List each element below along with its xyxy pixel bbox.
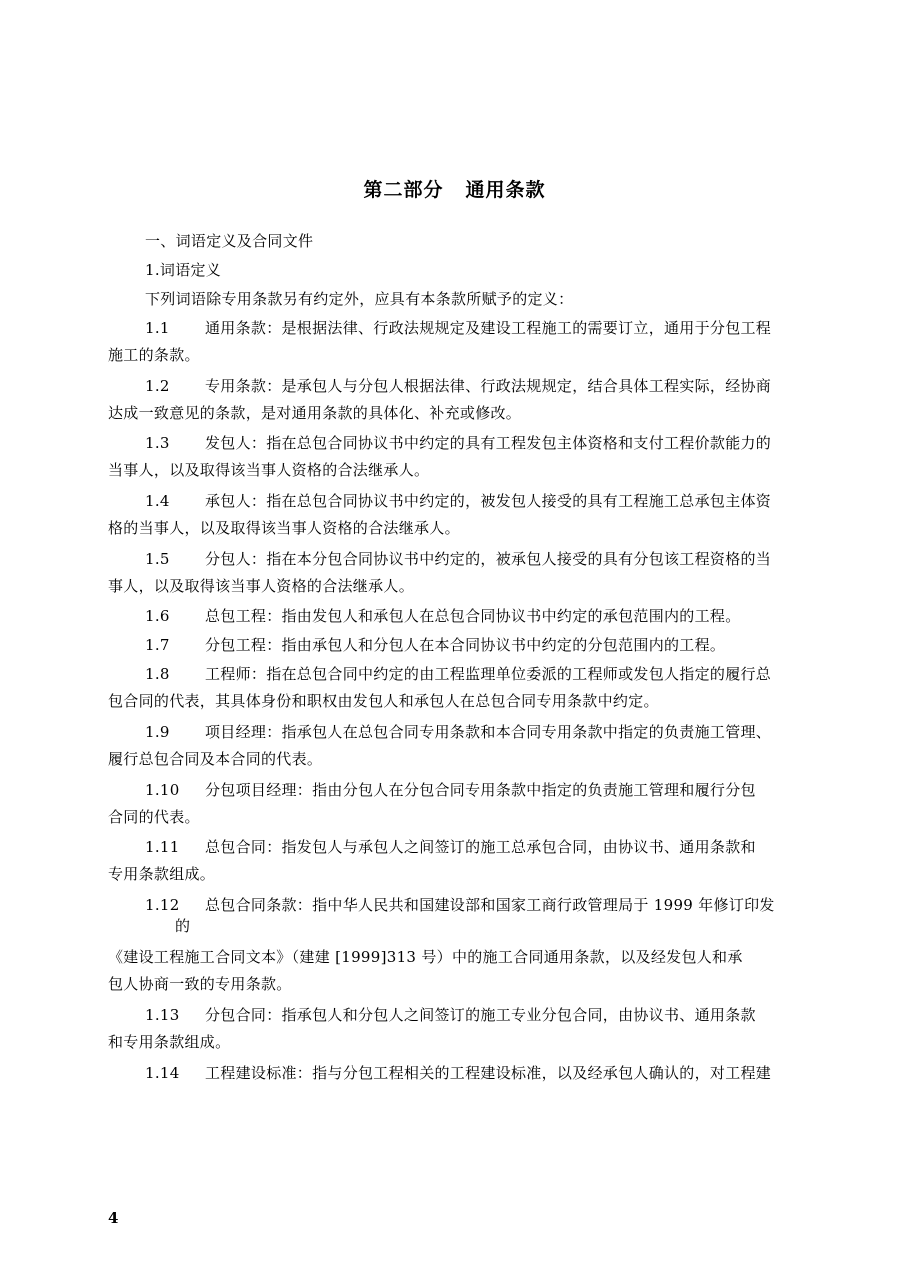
clause-1-14 xyxy=(108,1063,845,1083)
clause-1-12-cont2: 包人协商一致的专用条款。 xyxy=(108,975,292,993)
clause-1-1-cont: 施工的条款。 xyxy=(108,346,200,364)
clause-number: 1.2 xyxy=(145,377,170,395)
clause-text: 通用条款：是根据法律、行政法规规定及建设工程施工的需要订立，通用于分包工程 xyxy=(205,319,772,337)
clause-1-8-cont: 包合同的代表，其具体身份和职权由发包人和承包人在总包合同专用条款中约定。 xyxy=(108,692,659,710)
clause-1-12-wrap: 的 xyxy=(175,917,191,935)
title-main: 通用条款 xyxy=(465,179,546,201)
clause-text: 专用条款：是承包人与分包人根据法律、行政法规规定，结合具体工程实际，经协商 xyxy=(205,377,772,395)
clause-text: 发包人：指在总包合同协议书中约定的具有工程发包主体资格和支付工程价款能力的 xyxy=(205,434,772,452)
clause-text: 分包合同：指承包人和分包人之间签订的施工专业分包合同，由协议书、通用条款 xyxy=(205,1006,756,1024)
clause-text: 承包人：指在总包合同协议书中约定的，被发包人接受的具有工程施工总承包主体资 xyxy=(205,492,772,510)
clause-1-5-cont: 事人，以及取得该当事人资格的合法继承人。 xyxy=(108,577,415,595)
clause-text: 总包合同条款：指中华人民共和国建设部和国家工商行政管理局于 1999 年修订印发 xyxy=(205,896,775,914)
clause-1-9-cont: 履行总包合同及本合同的代表。 xyxy=(108,750,323,768)
intro-text: 下列词语除专用条款另有约定外，应具有本条款所赋予的定义： xyxy=(145,290,574,308)
clause-1-4-cont: 格的当事人，以及取得该当事人资格的合法继承人。 xyxy=(108,519,460,537)
clause-1-1 xyxy=(108,318,845,338)
clause-number: 1.14 xyxy=(145,1064,180,1082)
clause-number: 1.3 xyxy=(145,434,170,452)
clause-text: 分包工程：指由承包人和分包人在本合同协议书中约定的分包范围内的工程。 xyxy=(205,636,726,654)
clause-number: 1.12 xyxy=(145,896,180,914)
clause-text: 总包合同：指发包人与承包人之间签订的施工总承包合同，由协议书、通用条款和 xyxy=(205,838,756,856)
clause-1-3 xyxy=(108,433,845,453)
clause-1-11-cont: 专用条款组成。 xyxy=(108,865,216,883)
clause-number: 1.11 xyxy=(145,838,180,856)
clause-1-4 xyxy=(108,491,845,511)
clause-number: 1.10 xyxy=(145,781,180,799)
clause-1-2-cont: 达成一致意见的条款，是对通用条款的具体化、补充或修改。 xyxy=(108,404,522,422)
clause-number: 1.5 xyxy=(145,550,170,568)
clause-text: 总包工程：指由发包人和承包人在总包合同协议书中约定的承包范围内的工程。 xyxy=(205,607,741,625)
clause-number: 1.6 xyxy=(145,607,170,625)
clause-1-12-cont: 《建设工程施工合同文本》（建建 [1999]313 号）中的施工合同通用条款，以及经发包人和承 xyxy=(108,948,743,966)
clause-number: 1.4 xyxy=(145,492,170,510)
clause-1-8 xyxy=(108,664,845,684)
subsection-heading: 1.词语定义 xyxy=(145,261,222,279)
title-part: 第二部分 xyxy=(363,179,444,201)
clause-number: 1.13 xyxy=(145,1006,180,1024)
clause-1-13 xyxy=(108,1005,845,1025)
clause-1-6 xyxy=(108,606,845,626)
page-title xyxy=(0,175,909,202)
clause-number: 1.1 xyxy=(145,319,170,337)
clause-1-11 xyxy=(108,837,845,857)
clause-number: 1.8 xyxy=(145,665,170,683)
clause-number: 1.9 xyxy=(145,723,170,741)
clause-number: 1.7 xyxy=(145,636,170,654)
clause-1-10 xyxy=(108,780,845,800)
clause-text: 工程建设标准：指与分包工程相关的工程建设标准，以及经承包人确认的，对工程建 xyxy=(205,1064,772,1082)
clause-1-2 xyxy=(108,376,845,396)
clause-1-9 xyxy=(108,722,845,742)
section-heading: 一、词语定义及合同文件 xyxy=(145,232,314,250)
clause-1-13-cont: 和专用条款组成。 xyxy=(108,1033,231,1051)
page-number: 4 xyxy=(108,1209,119,1227)
clause-1-10-cont: 合同的代表。 xyxy=(108,808,200,826)
clause-1-7 xyxy=(108,635,845,655)
clause-1-12 xyxy=(108,895,845,915)
clause-text: 分包项目经理：指由分包人在分包合同专用条款中指定的负责施工管理和履行分包 xyxy=(205,781,756,799)
clause-text: 项目经理：指承包人在总包合同专用条款和本合同专用条款中指定的负责施工管理、 xyxy=(205,723,772,741)
clause-1-5 xyxy=(108,549,845,569)
clause-1-3-cont: 当事人，以及取得该当事人资格的合法继承人。 xyxy=(108,461,430,479)
clause-text: 分包人：指在本分包合同协议书中约定的，被承包人接受的具有分包该工程资格的当 xyxy=(205,550,772,568)
clause-text: 工程师：指在总包合同中约定的由工程监理单位委派的工程师或发包人指定的履行总 xyxy=(205,665,772,683)
